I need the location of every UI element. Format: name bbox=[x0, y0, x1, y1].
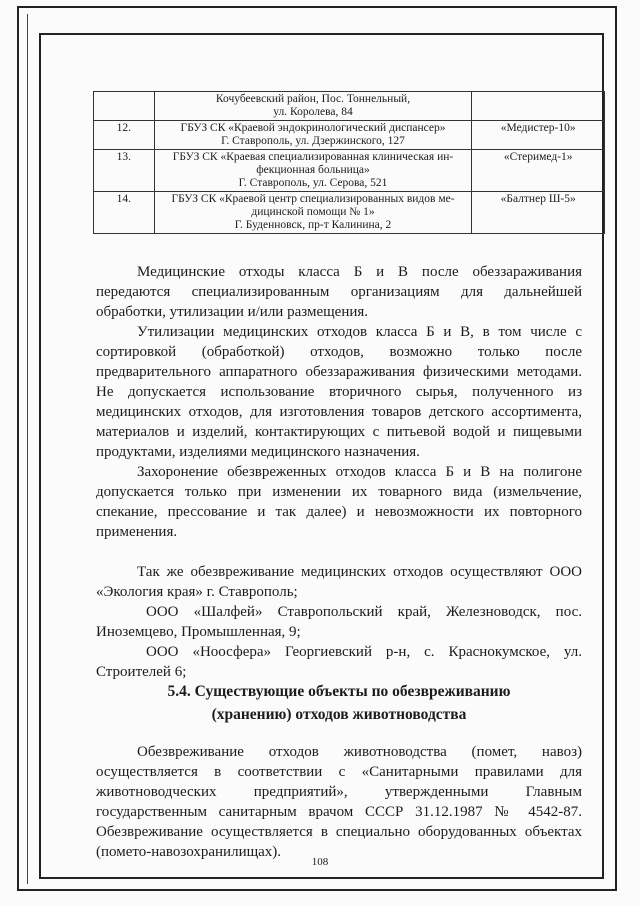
organization-cell bbox=[154, 92, 472, 121]
organization-cell bbox=[154, 192, 472, 234]
organization-line: ГБУЗ СК «Краевой эндокринологический диспансер» bbox=[180, 122, 446, 134]
body-text-upper bbox=[96, 262, 582, 682]
organization-line: ГБУЗ СК «Краевая специализированная клиническая ин- bbox=[172, 151, 454, 163]
row-number: 13. bbox=[94, 150, 155, 192]
body-text-lower bbox=[96, 742, 582, 862]
paragraph-livestock-waste: Обезвреживание отходов животноводства (помет, навоз) осуществляется в соответствии с «Санитарными правилами для животноводческих предприятий», утвержденными Главным государственным санитарным врачом СССР 31.12.1987 № 4542-87. Обезвреживание осуществляется в специально оборудованных объектах (помето-навозохранилищах). bbox=[96, 744, 582, 860]
organization-line: Кочубеевский район, Пос. Тоннельный, bbox=[215, 93, 411, 105]
paragraph-burial: Захоронение обезвреженных отходов класса Б и В на полигоне допускается только при изменении их товарного вида (измельчение, спекание, прессование и так далее) и невозможности их повторного применения. bbox=[96, 464, 582, 540]
organization-cell bbox=[154, 150, 472, 192]
row-number: 14. bbox=[94, 192, 155, 234]
binding-rule bbox=[27, 14, 28, 884]
equipment-cell: «Медистер-10» bbox=[472, 121, 605, 150]
facilities-table bbox=[93, 91, 605, 234]
organization-line: Г. Ставрополь, ул. Серова, 521 bbox=[238, 177, 388, 189]
page-number: 108 bbox=[311, 856, 329, 868]
section-heading-line1: 5.4. Существующие объекты по обезвреживанию bbox=[167, 683, 511, 700]
paragraph-shalfey: ООО «Шалфей» Ставропольский край, Железноводск, пос. Иноземцево, Промышленная, 9; bbox=[96, 604, 582, 640]
table-row bbox=[94, 92, 605, 121]
row-number bbox=[94, 92, 155, 121]
table-row bbox=[94, 192, 605, 234]
paragraph-noosfera: ООО «Ноосфера» Георгиевский р-н, с. Краснокумское, ул. Строителей 6; bbox=[96, 644, 582, 680]
organization-line: ул. Королева, 84 bbox=[273, 106, 353, 118]
organization-line: Г. Буденновск, пр-т Калинина, 2 bbox=[234, 219, 392, 231]
organization-line: фекционная больница» bbox=[256, 164, 370, 176]
organization-line: дицинской помощи № 1» bbox=[251, 206, 375, 218]
paragraph-waste-transfer: Медицинские отходы класса Б и В после обеззараживания передаются специализированным организациям для дальнейшей обработки, утилизации и/или размещения. bbox=[96, 264, 582, 320]
organization-line: ГБУЗ СК «Краевой центр специализированных видов ме- bbox=[171, 193, 455, 205]
table-row bbox=[94, 121, 605, 150]
organization-line: Г. Ставрополь, ул. Дзержинского, 127 bbox=[221, 135, 405, 147]
section-heading bbox=[96, 680, 582, 726]
organization-cell bbox=[154, 121, 472, 150]
paragraph-utilization: Утилизации медицинских отходов класса Б и В, в том числе с сортировкой (обработкой) отходов, возможно только после предварительного аппаратного обеззараживания физическими методами. Не допускается использование вторичного сырья, полученного из медицинских отходов, для изготовления товаров детского ассортимента, материалов и изделий, контактирующих с питьевой водой и пищевыми продуктами, изделиями медицинского назначения. bbox=[96, 324, 582, 460]
paragraph-other-operators: Так же обезвреживание медицинских отходов осуществляют ООО «Экология края» г. Ставрополь; bbox=[96, 564, 582, 600]
equipment-cell: «Стеримед-1» bbox=[472, 150, 605, 192]
equipment-cell: «Балтнер Ш-5» bbox=[472, 192, 605, 234]
section-heading-line2: (хранению) отходов животноводства bbox=[211, 706, 467, 723]
table-row bbox=[94, 150, 605, 192]
equipment-cell bbox=[472, 92, 605, 121]
row-number: 12. bbox=[94, 121, 155, 150]
